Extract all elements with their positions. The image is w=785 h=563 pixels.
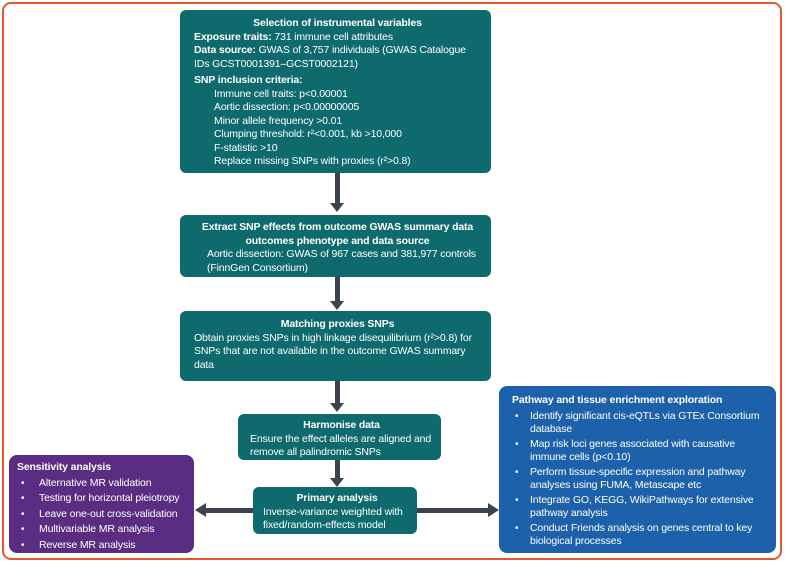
arrow-down-icon xyxy=(330,478,344,487)
sensitivity-item: • Reverse MR analysis xyxy=(17,539,190,553)
selection-of-instrumental-variables-box xyxy=(180,10,491,173)
sensitivity-item: • Alternative MR validation xyxy=(17,477,190,491)
sensitivity-item: • Multivariable MR analysis xyxy=(17,523,190,537)
arrow-extract-to-matching-stem xyxy=(335,277,340,302)
matching-proxies-snps-box xyxy=(180,311,491,381)
selection-box-title: Selection of instrumental variables xyxy=(253,17,422,29)
arrow-matching-to-harmonise-stem xyxy=(335,381,340,404)
arrow-right-icon xyxy=(488,503,499,517)
primary-box-body: Inverse-variance weighted with fixed/random-effects model xyxy=(263,505,403,531)
extract-box-title-line2: outcomes phenotype and data source xyxy=(245,234,430,247)
arrow-primary-to-pathway-stem xyxy=(417,508,489,513)
harmonise-box-title: Harmonise data xyxy=(303,419,380,431)
exposure-traits-value: 731 immune cell attributes xyxy=(271,30,393,43)
pathway-items-list xyxy=(512,410,770,548)
arrow-selection-to-extract-stem xyxy=(335,173,340,204)
data-source-line xyxy=(194,44,481,71)
harmonise-box-body: Ensure the effect alleles are aligned and remove all palindromic SNPs xyxy=(250,432,432,458)
criteria-item: Minor allele frequency >0.01 xyxy=(214,114,343,127)
matching-box-title: Matching proxies SNPs xyxy=(280,318,395,330)
extract-box-title-line1: Extract SNP effects from outcome GWAS summary data xyxy=(201,221,474,233)
pathway-box-title: Pathway and tissue enrichment exploration xyxy=(512,394,723,406)
criteria-item: Aortic dissection: p<0.00000005 xyxy=(214,101,360,113)
criteria-item: Replace missing SNPs with proxies (r²>0.8) xyxy=(214,155,411,167)
matching-box-body: Obtain proxies SNPs in high linkage disequilibrium (r²>0.8) for SNPs that are not available in the outcome GWAS summary data xyxy=(194,331,472,371)
exposure-traits-label: Exposure traits: xyxy=(194,30,272,43)
pathway-item: • Conduct Friends analysis on genes central to key biological processes xyxy=(516,522,770,548)
arrow-down-icon xyxy=(330,203,344,212)
data-source-value: GWAS of 3,757 individuals (GWAS Catalogue IDs GCST0001391–GCST0002121) xyxy=(194,44,466,70)
criteria-item: Immune cell traits: p<0.00001 xyxy=(214,87,348,100)
pathway-item: • Integrate GO, KEGG, WikiPathways for extensive pathway analysis xyxy=(516,494,770,520)
arrow-harmonise-to-primary-stem xyxy=(335,460,340,479)
extract-snp-effects-box xyxy=(180,215,491,277)
sensitivity-item: • Testing for horizontal pleiotropy xyxy=(17,492,190,506)
arrow-left-icon xyxy=(195,503,206,517)
pathway-item: • Identify significant cis-eQTLs via GTEx Consortium database xyxy=(516,410,770,436)
arrow-primary-to-sensitivity-stem xyxy=(205,508,253,513)
primary-analysis-box xyxy=(253,487,417,534)
sensitivity-items-list xyxy=(17,477,190,553)
primary-box-title: Primary analysis xyxy=(296,492,378,504)
criteria-item: F-statistic >10 xyxy=(214,141,278,154)
criteria-item: Clumping threshold: r²<0.001, kb >10,000 xyxy=(214,128,402,140)
exposure-traits-line xyxy=(194,31,481,45)
extract-box-body: Aortic dissection: GWAS of 967 cases and 381,977 controls (FinnGen Consortium) xyxy=(207,248,476,274)
snp-inclusion-criteria-label: SNP inclusion criteria: xyxy=(194,74,303,86)
harmonise-data-box xyxy=(238,414,441,460)
pathway-item: • Perform tissue-specific expression and pathway analyses using FUMA, Metascape etc xyxy=(516,466,770,492)
sensitivity-item: • Leave one-out cross-validation xyxy=(17,508,190,522)
arrow-down-icon xyxy=(330,301,344,310)
pathway-item: • Map risk loci genes associated with causative immune cells (p<0.10) xyxy=(516,438,770,464)
snp-inclusion-criteria-list xyxy=(214,88,481,169)
sensitivity-box-title: Sensitivity analysis xyxy=(17,461,111,473)
pathway-tissue-enrichment-box xyxy=(499,386,776,553)
data-source-label: Data source: xyxy=(194,44,256,56)
sensitivity-analysis-box xyxy=(9,455,194,553)
arrow-down-icon xyxy=(330,403,344,412)
